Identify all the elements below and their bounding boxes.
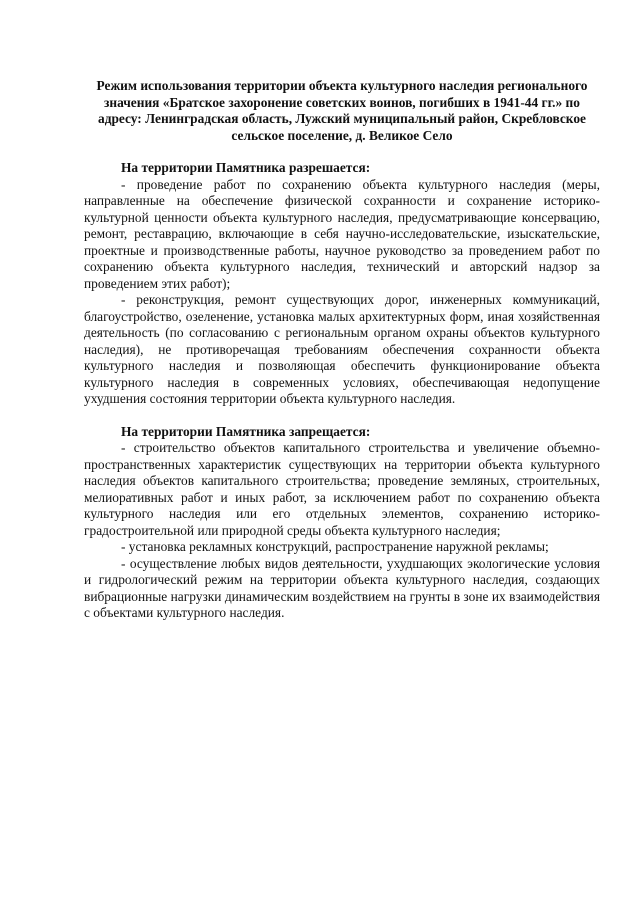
forbidden-heading: На территории Памятника запрещается: bbox=[121, 423, 371, 439]
forbidden-item: - осуществление любых видов деятельности, ухудшающих экологические условия и гидрологический режим на территории объекта культурного наследия, создающих вибрационные нагрузки динамическим воздействием на грунты в зоне их взаимодействия с объектами культурного наследия. bbox=[84, 555, 600, 620]
forbidden-item: - установка рекламных конструкций, распространение наружной рекламы; bbox=[121, 539, 549, 554]
forbidden-section bbox=[84, 424, 600, 622]
allowed-item: - реконструкция, ремонт существующих дорог, инженерных коммуникаций, благоустройство, озеленение, установка малых архитектурных форм, иная хозяйственная деятельность (по согласованию с региональным органом охраны объектов культурного наследия), не противоречащая требованиям обеспечения сохранности объекта культурного наследия и позволяющая обеспечить функционирование объекта культурного наследия в современных условиях, обеспечивающая недопущение ухудшения состояния территории объекта культурного наследия. bbox=[84, 292, 600, 406]
allowed-item: - проведение работ по сохранению объекта культурного наследия (меры, направленные на обеспечение физической сохранности и сохранение историко-культурной ценности объекта культурного наследия, предусматривающие консервацию, ремонт, реставрацию, включающие в себя научно-исследовательские, изыскательские, проектные и производственные работы, научное руководство за проведением работ по сохранению объекта культурного наследия, технический и авторский надзор за проведением этих работ); bbox=[84, 176, 600, 291]
document-title: Режим использования территории объекта культурного наследия регионального значения «Братское захоронение советских воинов, погибших в 1941-44 гг.» по адресу: Ленинградская область, Лужский муниципальный район, Скребловское сельское поселение, д. Великое Село bbox=[96, 78, 588, 143]
document-page bbox=[84, 78, 600, 622]
forbidden-item: - строительство объектов капитального строительства и увеличение объемно-пространственных характеристик существующих на территории объекта культурного наследия объектов капитального строительства; проведение земляных, строительных, мелиоративных работ и иных работ, за исключением работ по сохранению объекта культурного наследия или его отдельных элементов, сохранению историко-градостроительной или природной среды объекта культурного наследия; bbox=[84, 440, 600, 538]
allowed-heading: На территории Памятника разрешается: bbox=[121, 160, 371, 175]
allowed-section bbox=[84, 160, 600, 408]
